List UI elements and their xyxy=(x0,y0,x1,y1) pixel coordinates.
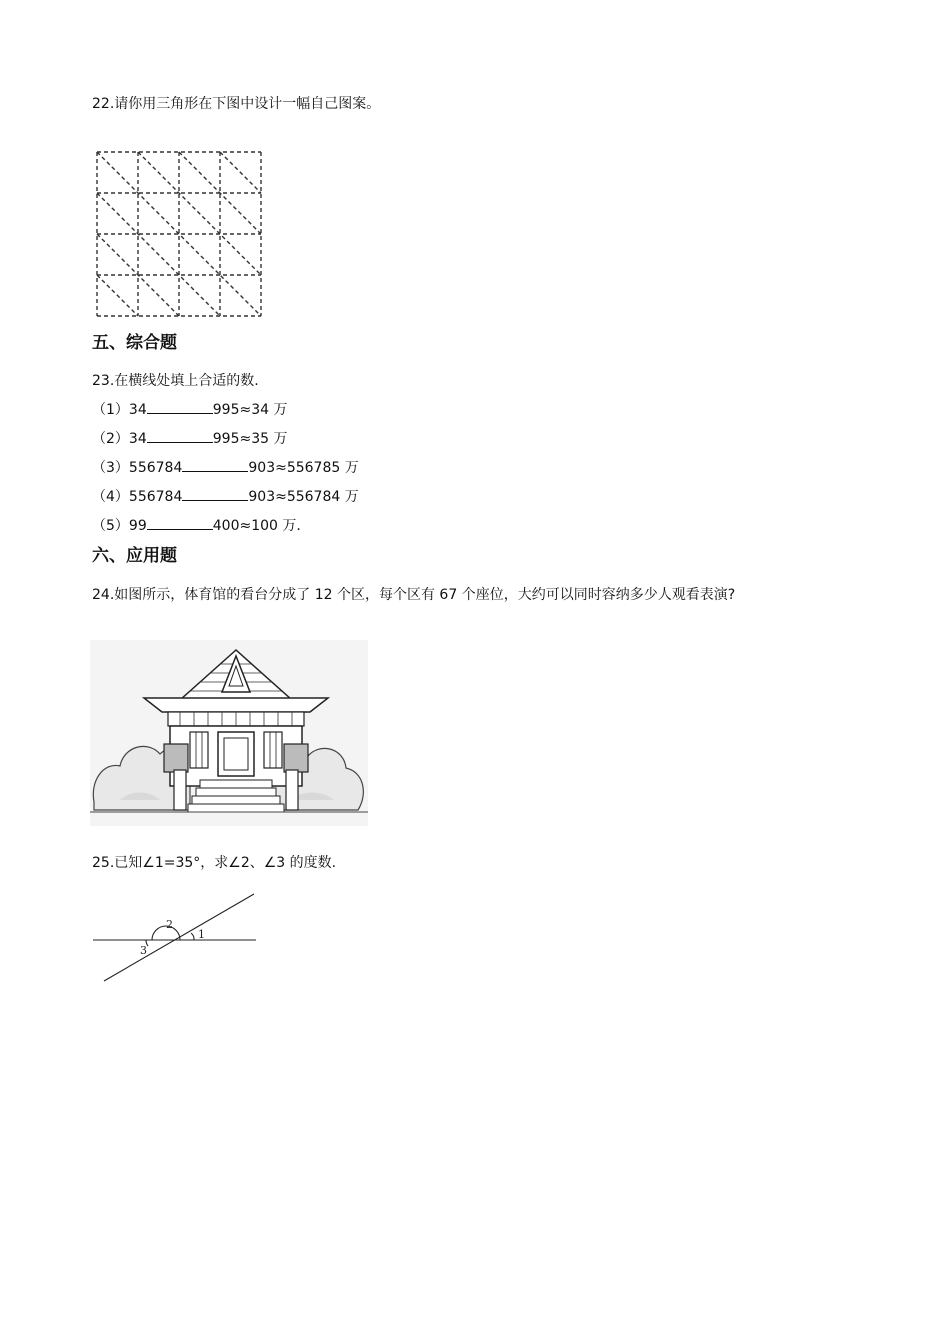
answer-blank[interactable] xyxy=(182,487,248,501)
section-6-title: 六、应用题 xyxy=(92,546,177,566)
section-5-title: 五、综合题 xyxy=(92,333,177,353)
answer-blank[interactable] xyxy=(182,458,248,472)
q23-item-3: （3）556784 903≈556785 万 xyxy=(92,460,359,476)
answer-blank[interactable] xyxy=(147,516,213,530)
q23-item-5: （5）99 400≈100 万. xyxy=(92,518,301,534)
question-25: 25.已知∠1=35°，求∠2、∠3 的度数. xyxy=(92,855,337,871)
answer-blank[interactable] xyxy=(147,429,213,443)
angle-label-1: 1 xyxy=(198,928,205,941)
angle-label-3: 3 xyxy=(140,944,147,957)
q23-item-2: （2）34 995≈35 万 xyxy=(92,431,288,447)
question-23: 23.在横线处填上合适的数. xyxy=(92,373,259,389)
answer-blank[interactable] xyxy=(147,400,213,414)
triangle-grid-figure xyxy=(92,147,266,321)
question-22: 22.请你用三角形在下图中设计一幅自己图案。 xyxy=(92,96,381,112)
stadium-illustration xyxy=(90,640,368,826)
q23-item-4: （4）556784 903≈556784 万 xyxy=(92,489,359,505)
angle-label-2: 2 xyxy=(166,918,173,931)
question-24: 24.如图所示，体育馆的看台分成了 12 个区，每个区有 67 个座位，大约可以同时容纳多少人观看表演? xyxy=(92,587,736,603)
q23-item-1: （1）34 995≈34 万 xyxy=(92,402,288,418)
angle-figure xyxy=(90,888,262,986)
